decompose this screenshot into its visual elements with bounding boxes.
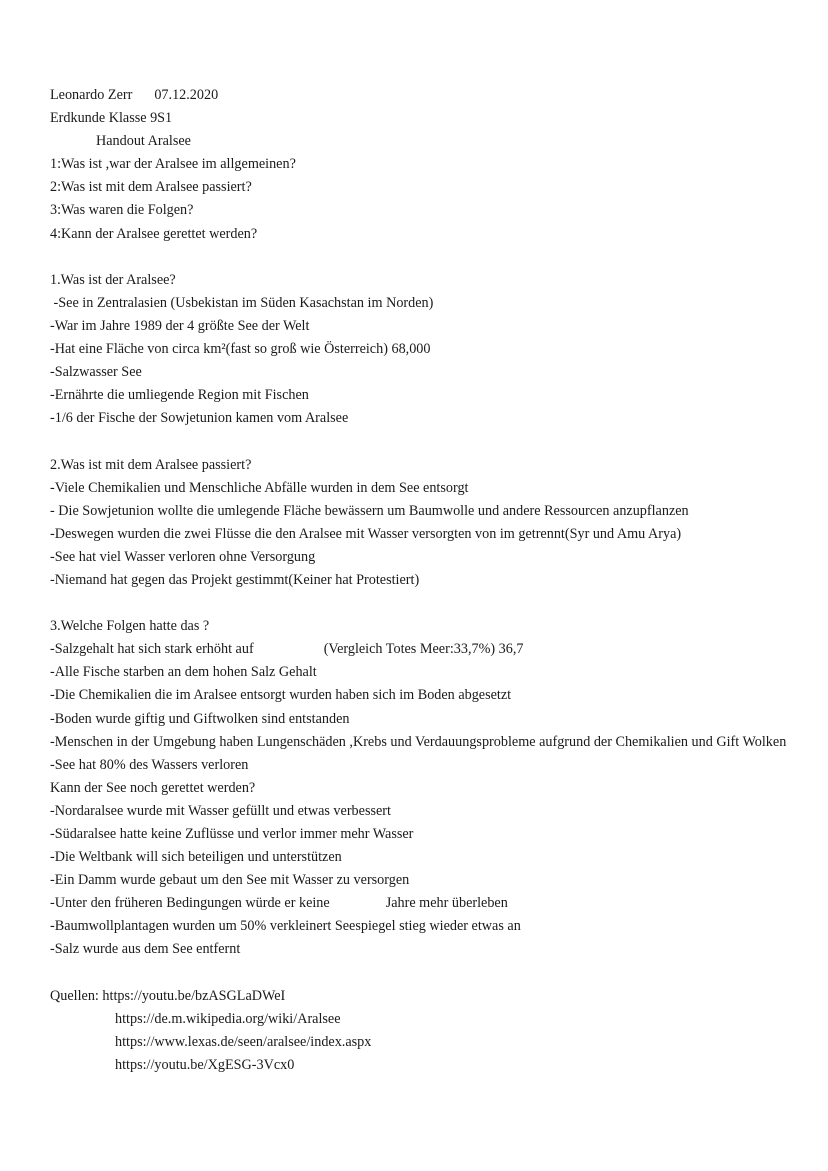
header-line bbox=[50, 84, 790, 107]
question-item: 4:Kann der Aralsee gerettet werden? bbox=[50, 225, 258, 242]
source-link[interactable]: https://youtu.be/bzASGLaDWeI bbox=[102, 987, 286, 1004]
section-1-item: -See in Zentralasien (Usbekistan im Süden Kasachstan im Norden) bbox=[50, 294, 434, 311]
salt-content-text: -Salzgehalt hat sich stark erhöht auf bbox=[50, 641, 254, 658]
section-3-heading: 3.Welche Folgen hatte das ? bbox=[50, 618, 210, 635]
section-2-heading: 2.Was ist mit dem Aralsee passiert? bbox=[50, 456, 252, 473]
salt-content-line bbox=[50, 638, 790, 661]
question-item: 3:Was waren die Folgen? bbox=[50, 202, 194, 219]
source-link[interactable]: https://www.lexas.de/seen/aralsee/index.aspx bbox=[115, 1033, 372, 1050]
salt-comparison-text: (Vergleich Totes Meer:33,7%) 36,7 bbox=[323, 641, 524, 658]
survival-line bbox=[50, 892, 790, 915]
section-1-item: -Ernährte die umliegende Region mit Fischen bbox=[50, 387, 309, 404]
section-1-item: -1/6 der Fische der Sowjetunion kamen vom Aralsee bbox=[50, 410, 349, 427]
sources-label: Quellen: bbox=[50, 987, 99, 1004]
author-name: Leonardo Zerr bbox=[50, 87, 133, 103]
section-4-item: -Die Weltbank will sich beteiligen und unterstützen bbox=[50, 849, 342, 866]
section-3-item: -Menschen in der Umgebung haben Lungenschäden ,Krebs und Verdauungsprobleme aufgrund der Chemikalien und Gift Wolken bbox=[50, 733, 787, 750]
survival-text-end: Jahre mehr überleben bbox=[385, 895, 508, 912]
section-3-item: -Boden wurde giftig und Giftwolken sind entstanden bbox=[50, 710, 350, 727]
section-1-item: -Salzwasser See bbox=[50, 364, 142, 381]
section-2-item: -Deswegen wurden die zwei Flüsse die den Aralsee mit Wasser versorgten von im getrennt(Syr und Amu Arya) bbox=[50, 525, 682, 542]
section-3-item: -Alle Fische starben an dem hohen Salz Gehalt bbox=[50, 664, 317, 681]
section-1-heading: 1.Was ist der Aralsee? bbox=[50, 271, 176, 288]
spacer bbox=[50, 246, 790, 269]
section-4-item: -Südaralsee hatte keine Zuflüsse und verlor immer mehr Wasser bbox=[50, 826, 414, 842]
section-4-heading: Kann der See noch gerettet werden? bbox=[50, 779, 256, 796]
section-3-item: -Die Chemikalien die im Aralsee entsorgt wurden haben sich im Boden abgesetzt bbox=[50, 687, 512, 704]
spacer bbox=[50, 962, 790, 985]
source-link[interactable]: https://de.m.wikipedia.org/wiki/Aralsee bbox=[115, 1010, 341, 1027]
section-4-item: -Ein Damm wurde gebaut um den See mit Wasser zu versorgen bbox=[50, 872, 410, 889]
section-4-item: -Nordaralsee wurde mit Wasser gefüllt und etwas verbessert bbox=[50, 802, 391, 819]
document-title: Handout Aralsee bbox=[96, 133, 191, 150]
section-2-item: -Viele Chemikalien und Menschliche Abfälle wurden in dem See entsorgt bbox=[50, 479, 469, 496]
section-2-item: -See hat viel Wasser verloren ohne Versorgung bbox=[50, 548, 316, 565]
section-2-item: -Niemand hat gegen das Projekt gestimmt(Keiner hat Protestiert) bbox=[50, 571, 420, 588]
document-date: 07.12.2020 bbox=[154, 87, 219, 103]
question-item: 2:Was ist mit dem Aralsee passiert? bbox=[50, 179, 252, 196]
sources-line bbox=[50, 985, 790, 1008]
spacer bbox=[50, 430, 790, 453]
source-link[interactable]: https://youtu.be/XgESG-3Vcx0 bbox=[115, 1056, 295, 1073]
section-4-item: -Baumwollplantagen wurden um 50% verkleinert Seespiegel stieg wieder etwas an bbox=[50, 918, 521, 935]
question-item: 1:Was ist ,war der Aralsee im allgemeinen? bbox=[50, 156, 296, 173]
section-2-item: - Die Sowjetunion wollte die umlegende Fläche bewässern um Baumwolle und andere Ressourcen anzupflanzen bbox=[50, 502, 689, 519]
section-1-item: -Hat eine Fläche von circa km²(fast so groß wie Österreich) 68,000 bbox=[50, 341, 431, 358]
section-1-item: -War im Jahre 1989 der 4 größte See der Welt bbox=[50, 317, 310, 334]
document-page bbox=[50, 84, 790, 1077]
course-label: Erdkunde Klasse 9S1 bbox=[50, 110, 173, 127]
spacer bbox=[50, 592, 790, 615]
survival-text-start: -Unter den früheren Bedingungen würde er keine bbox=[50, 895, 330, 912]
section-3-item: -See hat 80% des Wassers verloren bbox=[50, 756, 249, 773]
section-4-item: -Salz wurde aus dem See entfernt bbox=[50, 941, 241, 958]
